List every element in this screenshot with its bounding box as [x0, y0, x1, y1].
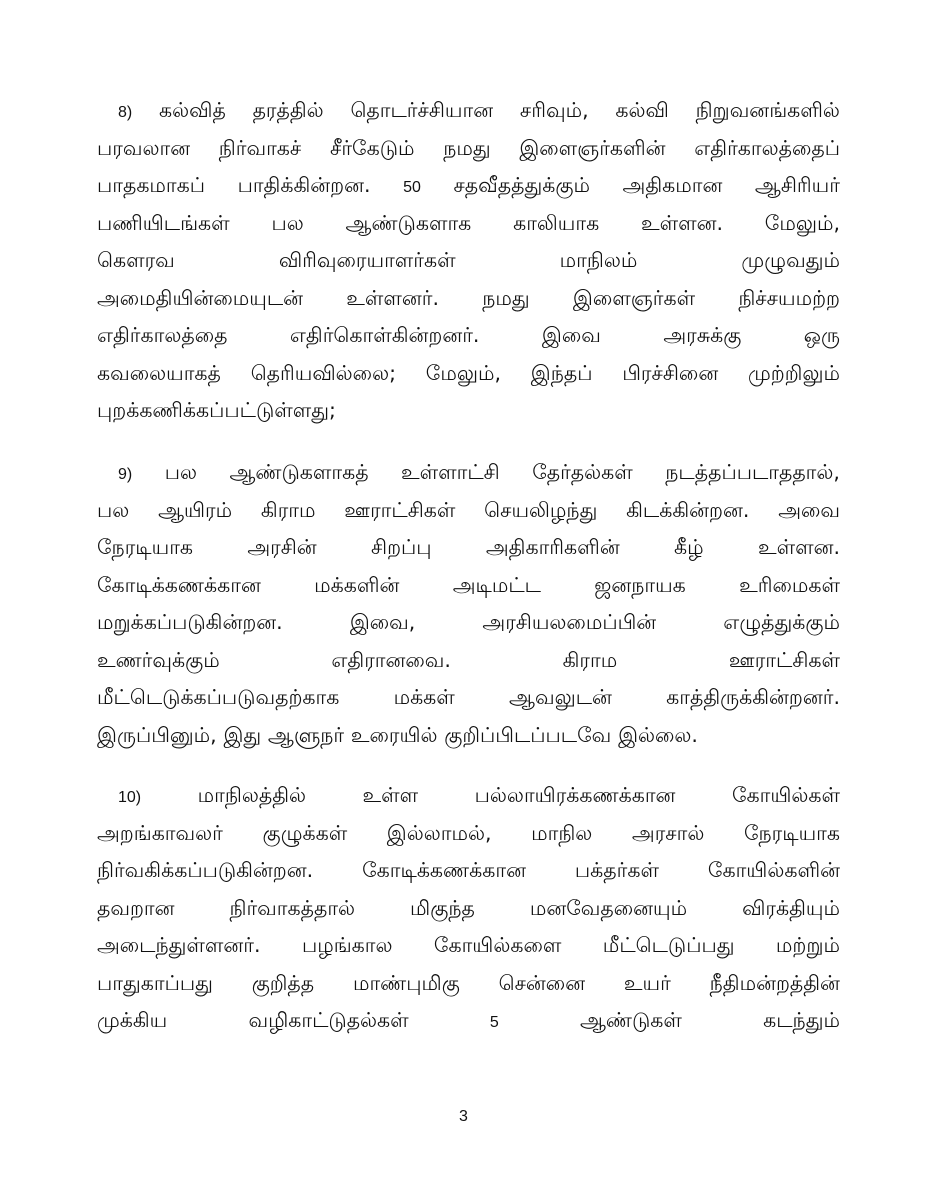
word: அடிமட்ட [452, 572, 541, 597]
word: ஆவலுடன் [509, 685, 612, 709]
word: முற்றிலும் [748, 360, 840, 385]
word: நீதிமன்றத்தின் [709, 970, 840, 995]
word: புறக்கணிக்கப்பட்டுள்ளது; [97, 398, 336, 422]
word: கிடக்கின்றன. [626, 497, 750, 522]
word: பிரச்சினை [622, 360, 719, 385]
word: பல்லாயிரக்கணக்கான [474, 783, 676, 807]
word: மற்றும் [775, 933, 840, 957]
word: ஒரு [803, 323, 840, 347]
word: அதிகமான [622, 173, 723, 197]
word: ஆண்டுகளாக [345, 210, 472, 235]
word: எதிர்காலத்தைப் [694, 135, 840, 160]
word: தேர்தல்கள் [532, 460, 633, 484]
word: மக்களின் [314, 572, 400, 597]
word: உரையில் [350, 722, 438, 747]
word: சீர்கேடும் [329, 135, 415, 160]
word: நமது [443, 135, 491, 160]
word: விரிவுரையாளர்கள் [278, 248, 456, 272]
word: எதிரானவை. [331, 647, 451, 672]
word: உள்ளன. [641, 210, 723, 235]
word: அரசியலமைப்பின் [482, 610, 657, 634]
word: இளைஞர்களின் [519, 135, 666, 160]
word: பாதகமாகப் [97, 173, 206, 197]
text-line [97, 573, 840, 611]
word: ஆண்டுகளாகத் [229, 460, 369, 484]
word: சரிவும், [519, 98, 589, 122]
page-number: 3 [459, 1108, 468, 1125]
word: மக்கள் [393, 685, 455, 709]
word: அவை [778, 497, 840, 522]
word: பழங்கால [301, 933, 393, 957]
word: சென்னை [498, 970, 586, 995]
word: கோடிக்கணக்கான [97, 572, 261, 597]
word: மீட்டெடுக்கப்படுவதற்காக [97, 685, 340, 709]
word: இவை [541, 323, 601, 347]
word: உயர் [623, 970, 671, 995]
word: நேரடியாக [743, 820, 840, 845]
text-line [97, 1008, 840, 1046]
word: காலியாக [513, 210, 600, 235]
text-line [97, 858, 840, 896]
word: கோயில்கள் [731, 783, 840, 807]
word: தொடர்ச்சியான [350, 98, 494, 122]
word: முக்கிய [97, 1008, 168, 1032]
word: பல [271, 210, 304, 235]
text-line [97, 723, 840, 761]
text-line [97, 648, 840, 686]
word: அமைதியின்மையுடன் [97, 285, 304, 310]
word: நிர்வாகத்தால் [229, 895, 356, 920]
word: இல்லாமல், [386, 820, 492, 845]
word: பக்தர்கள் [574, 858, 659, 882]
word: முழுவதும் [741, 248, 840, 272]
word: ஆண்டுகள் [579, 1008, 682, 1032]
word: அடைந்துள்ளனர். [97, 933, 261, 957]
word: நிறுவனங்களில் [695, 98, 840, 122]
word: கவலையாகத் [97, 360, 221, 385]
word: செயலிழந்து [484, 497, 598, 522]
text-line [97, 173, 840, 211]
word: பாதிக்கின்றன. [237, 173, 371, 197]
word: உள்ளாட்சி [401, 460, 500, 484]
word: மனவேதனையும் [529, 895, 688, 920]
word: அரசுக்கு [663, 323, 742, 347]
word: கோயில்களை [433, 933, 562, 957]
text-line [97, 248, 840, 286]
word: இந்தப் [530, 360, 593, 385]
word: கிராம [260, 497, 316, 522]
word: எதிர்கொள்கின்றனர். [289, 323, 480, 347]
word: மீட்டெடுப்பது [602, 933, 735, 957]
word: தரத்தில் [252, 98, 324, 122]
paragraph-10 [97, 783, 840, 1046]
word: ஆயிரம் [158, 497, 233, 522]
word: குறித்த [251, 970, 315, 995]
word: உள்ளனர். [346, 285, 439, 310]
word: நடத்தப்படாததால், [665, 460, 840, 484]
word: ஆளுநர் [267, 722, 345, 747]
word: பல [164, 460, 197, 484]
word: கல்வி [615, 98, 669, 122]
text-line [97, 933, 840, 971]
paragraph-number: 8) [118, 104, 133, 121]
text-line [97, 971, 840, 1009]
text-line [97, 361, 840, 399]
text-line [97, 460, 840, 498]
word: மிகுந்த [410, 895, 475, 920]
word: சதவீதத்துக்கும் [453, 173, 590, 197]
word: உள்ளன. [758, 535, 840, 559]
word: காத்திருக்கின்றனர். [666, 685, 840, 709]
word: உணர்வுக்கும் [97, 647, 220, 672]
text-line [97, 610, 840, 648]
word: ஜனநாயக [594, 572, 686, 597]
word: விரக்தியும் [742, 895, 840, 920]
word: பரவலான [97, 135, 191, 160]
word: மறுக்கப்படுகின்றன. [97, 610, 283, 634]
word: கோயில்களின் [707, 858, 840, 882]
word: அரசால் [631, 820, 705, 845]
word: கல்வித் [159, 98, 226, 122]
word: 50 [403, 179, 421, 196]
word: எழுத்துக்கும் [723, 610, 840, 634]
word: கடந்தும் [763, 1008, 840, 1032]
word: பல [97, 497, 130, 522]
word: உரிமைகள் [739, 572, 840, 597]
text-line [97, 136, 840, 174]
text-line [97, 323, 840, 361]
text-line [97, 783, 840, 821]
word: பணியிடங்கள் [97, 210, 230, 235]
word: நேரடியாக [97, 535, 194, 559]
word: வழிகாட்டுதல்கள் [248, 1008, 409, 1032]
text-line [97, 498, 840, 536]
word: நிர்வாகச் [218, 135, 302, 160]
text-line [97, 821, 840, 859]
text-line [97, 286, 840, 324]
word: 5 [489, 1014, 499, 1031]
word: மாண்புமிகு [352, 970, 460, 995]
word: கௌரவ [97, 248, 175, 272]
word: குறிப்பிடப்படவே [444, 722, 612, 747]
text-line [97, 896, 840, 934]
word: குழுக்கள் [262, 820, 348, 845]
word: இளைஞர்கள் [572, 285, 696, 310]
paragraph-8 [97, 98, 840, 436]
text-line [97, 685, 840, 723]
word: உள்ள [362, 783, 419, 807]
word: ஊராட்சிகள் [344, 497, 456, 522]
word: நிர்வகிக்கப்படுகின்றன. [97, 858, 314, 882]
word: ஊராட்சிகள் [728, 647, 840, 672]
word: மாநிலம் [559, 248, 638, 272]
word: ஆசிரியர் [754, 173, 840, 197]
word: இல்லை. [618, 722, 698, 747]
word: பாதுகாப்பது [97, 970, 213, 995]
word: அரசின் [247, 535, 317, 559]
word: கீழ் [674, 535, 704, 559]
word: சிறப்பு [371, 535, 432, 559]
word: நமது [482, 285, 530, 310]
word: அறங்காவலர் [97, 820, 223, 845]
text-line [97, 535, 840, 573]
word: இது [223, 722, 262, 747]
word: அதிகாரிகளின் [485, 535, 620, 559]
word: இவை, [349, 610, 416, 634]
text-line [97, 98, 840, 136]
word: இருப்பினும், [97, 722, 217, 747]
word: கோடிக்கணக்கான [362, 858, 526, 882]
word: தவறான [97, 895, 175, 920]
word: மாநிலத்தில் [197, 783, 307, 807]
word: நிச்சயமற்ற [738, 285, 840, 310]
word: தெரியவில்லை; [250, 360, 396, 385]
paragraph-number: 10) [118, 789, 142, 806]
word: மேலும், [425, 360, 501, 385]
word: கிராம [562, 647, 618, 672]
word: எதிர்காலத்தை [97, 323, 228, 347]
paragraph-number: 9) [118, 466, 133, 483]
text-line [97, 211, 840, 249]
text-line [97, 398, 840, 436]
paragraph-9 [97, 460, 840, 760]
word: மாநில [531, 820, 593, 845]
word: மேலும், [764, 210, 840, 235]
